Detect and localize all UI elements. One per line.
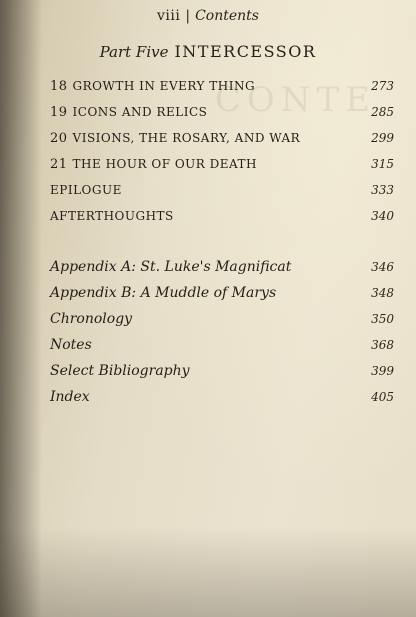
chapter-number: 19 [50, 105, 68, 120]
show-through-text: CONTE [214, 80, 376, 120]
chapter-number: 21 [50, 157, 68, 172]
toc-page-number: 405 [371, 390, 394, 404]
toc-entry-select-bibliography [50, 358, 394, 384]
toc-entry-title: Select Bibliography [50, 363, 190, 379]
toc-entry-appendix-b [50, 280, 394, 306]
toc-entry-title: Appendix B: A Muddle of Marys [50, 285, 277, 301]
toc-entry-notes [50, 332, 394, 358]
toc-entry-chronology [50, 306, 394, 332]
part-heading [0, 42, 416, 61]
table-of-contents [50, 73, 394, 410]
toc-entry-chapter-20 [50, 125, 394, 151]
toc-entry-appendix-a [50, 254, 394, 280]
toc-page-number: 285 [371, 105, 394, 119]
chapter-title: VISIONS, THE ROSARY, AND WAR [72, 131, 301, 145]
toc-page-number: 340 [371, 209, 394, 223]
toc-entry-chapter-21 [50, 151, 394, 177]
toc-entry-index [50, 384, 394, 410]
chapter-title: THE HOUR OF OUR DEATH [72, 157, 257, 171]
part-label: Part Five [99, 43, 169, 61]
toc-page-number: 350 [371, 312, 394, 326]
running-header-section: Contents [195, 8, 259, 24]
toc-entry-title [50, 99, 207, 126]
running-header [0, 8, 416, 24]
toc-entry-title: Chronology [50, 311, 133, 327]
header-separator: | [185, 8, 191, 24]
toc-entry-title [50, 125, 300, 152]
toc-page-number: 399 [371, 364, 394, 378]
toc-page-number: 348 [371, 286, 394, 300]
toc-page-number: 315 [371, 157, 394, 171]
chapter-number: 18 [50, 79, 68, 94]
section-gap [50, 229, 394, 254]
part-title: INTERCESSOR [174, 42, 317, 61]
chapter-title: GROWTH IN EVERY THING [72, 79, 256, 93]
chapter-title: ICONS AND RELICS [72, 105, 208, 119]
toc-page-number: 346 [371, 260, 394, 274]
chapter-number: 20 [50, 131, 68, 146]
toc-entry-title: AFTERTHOUGHTS [50, 209, 174, 223]
toc-page-number: 273 [371, 79, 394, 93]
toc-page-number: 368 [371, 338, 394, 352]
toc-page-number: 333 [371, 183, 394, 197]
toc-entry-title [50, 151, 257, 178]
toc-page-number: 299 [371, 131, 394, 145]
toc-entry-title [50, 73, 255, 100]
toc-entry-chapter-19 [50, 99, 394, 125]
folio: viii [157, 8, 181, 24]
toc-entry-afterthoughts [50, 203, 394, 229]
toc-entry-title: EPILOGUE [50, 183, 122, 197]
toc-entry-title: Appendix A: St. Luke's Magnificat [50, 259, 292, 275]
toc-entry-epilogue [50, 177, 394, 203]
toc-entry-title: Notes [50, 337, 92, 353]
toc-entry-title: Index [50, 389, 90, 405]
toc-entry-chapter-18 [50, 73, 394, 99]
